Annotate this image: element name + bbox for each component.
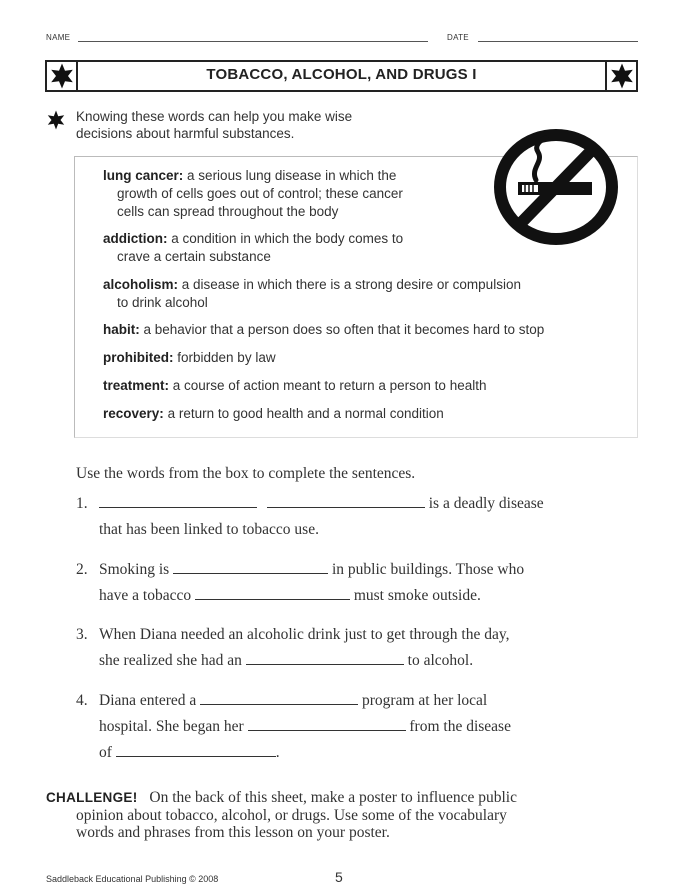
vocab-definition: a return to good health and a normal condition	[167, 406, 444, 421]
title-star-box-right	[605, 60, 638, 92]
intro-line-1: Knowing these words can help you make wise	[76, 109, 353, 124]
vocab-recovery	[103, 405, 444, 423]
intro-star-icon	[46, 110, 66, 135]
question-3-line-2	[99, 652, 473, 670]
name-line[interactable]	[78, 41, 428, 42]
question-4-line-3	[99, 744, 280, 762]
challenge	[46, 789, 606, 842]
vocab-word: recovery:	[103, 406, 164, 421]
challenge-text: On the back of this sheet, make a poster to influence public	[149, 789, 517, 806]
question-text: of	[99, 744, 112, 761]
intro-line-2: decisions about harmful substances.	[76, 126, 295, 141]
question-2-line-2	[99, 587, 481, 605]
question-1-line-2: that has been linked to tobacco use.	[99, 521, 319, 538]
vocab-definition: growth of cells goes out of control; these cancer	[117, 186, 403, 201]
question-4-number: 4.	[76, 692, 88, 709]
vocab-definition: a serious lung disease in which the	[187, 168, 397, 183]
vocab-word: addiction:	[103, 231, 168, 246]
instructions: Use the words from the box to complete the sentences.	[76, 465, 416, 482]
answer-blank[interactable]	[173, 561, 328, 574]
answer-blank[interactable]	[200, 692, 358, 705]
title-star-box-left	[45, 60, 78, 92]
vocab-treatment	[103, 377, 486, 395]
question-text: she realized she had an	[99, 652, 242, 669]
vocab-alcoholism	[103, 276, 521, 312]
question-1-line-1	[99, 495, 544, 513]
challenge-text: opinion about tobacco, alcohol, or drugs. Use some of the vocabulary	[76, 806, 507, 824]
vocab-definition: forbidden by law	[177, 350, 276, 365]
vocab-definition: a course of action meant to return a person to health	[172, 378, 487, 393]
answer-blank[interactable]	[195, 587, 350, 600]
vocab-definition: a behavior that a person does so often that it becomes hard to stop	[143, 322, 545, 337]
date-line[interactable]	[478, 41, 638, 42]
challenge-text: words and phrases from this lesson on your poster.	[76, 824, 390, 841]
question-text: program at her local	[362, 692, 488, 709]
question-4-line-2	[99, 718, 511, 736]
question-text: in public buildings. Those who	[331, 561, 525, 578]
question-text: .	[275, 744, 280, 761]
title-bar	[45, 60, 638, 92]
answer-blank[interactable]	[248, 718, 406, 731]
vocab-habit	[103, 321, 544, 339]
question-text: is a deadly disease	[428, 495, 544, 512]
question-text: must smoke outside.	[353, 587, 481, 604]
question-1-number: 1.	[76, 495, 88, 512]
vocab-word: lung cancer:	[103, 168, 184, 183]
vocab-definition: to drink alcohol	[117, 295, 208, 310]
question-4-line-1	[99, 692, 487, 710]
question-text: have a tobacco	[99, 587, 192, 604]
answer-blank[interactable]	[267, 495, 425, 508]
vocab-word: treatment:	[103, 378, 170, 393]
date-label: DATE	[447, 33, 469, 42]
vocab-word: prohibited:	[103, 350, 174, 365]
answer-blank[interactable]	[99, 495, 257, 508]
vocab-prohibited	[103, 349, 276, 367]
answer-blank[interactable]	[116, 744, 276, 757]
vocab-definition: crave a certain substance	[117, 249, 271, 264]
question-text: Smoking is	[99, 561, 170, 578]
vocab-word: habit:	[103, 322, 140, 337]
star-icon	[46, 110, 66, 130]
publisher-credit: Saddleback Educational Publishing © 2008	[46, 874, 219, 884]
no-smoking-icon	[492, 128, 620, 251]
question-2-line-1	[99, 561, 524, 579]
page-number: 5	[335, 869, 343, 885]
question-text: from the disease	[409, 718, 511, 735]
star-icon	[609, 63, 635, 89]
question-3-number: 3.	[76, 626, 88, 643]
answer-blank[interactable]	[246, 652, 404, 665]
vocab-definition: a disease in which there is a strong desire or compulsion	[181, 277, 521, 292]
question-text: hospital. She began her	[99, 718, 244, 735]
challenge-label: CHALLENGE!	[46, 790, 138, 805]
intro-text	[76, 108, 416, 142]
vocab-word: alcoholism:	[103, 277, 179, 292]
vocab-lung-cancer	[103, 167, 403, 221]
page-title: TOBACCO, ALCOHOL, AND DRUGS I	[206, 66, 477, 83]
question-3-line-1: When Diana needed an alcoholic drink just to get through the day,	[99, 626, 510, 643]
vocab-definition: a condition in which the body comes to	[171, 231, 404, 246]
question-text: to alcohol.	[407, 652, 474, 669]
vocab-addiction	[103, 230, 403, 266]
star-icon	[49, 63, 75, 89]
question-2-number: 2.	[76, 561, 88, 578]
question-text: Diana entered a	[99, 692, 197, 709]
vocab-definition: cells can spread throughout the body	[117, 204, 339, 219]
name-label: NAME	[46, 33, 71, 42]
